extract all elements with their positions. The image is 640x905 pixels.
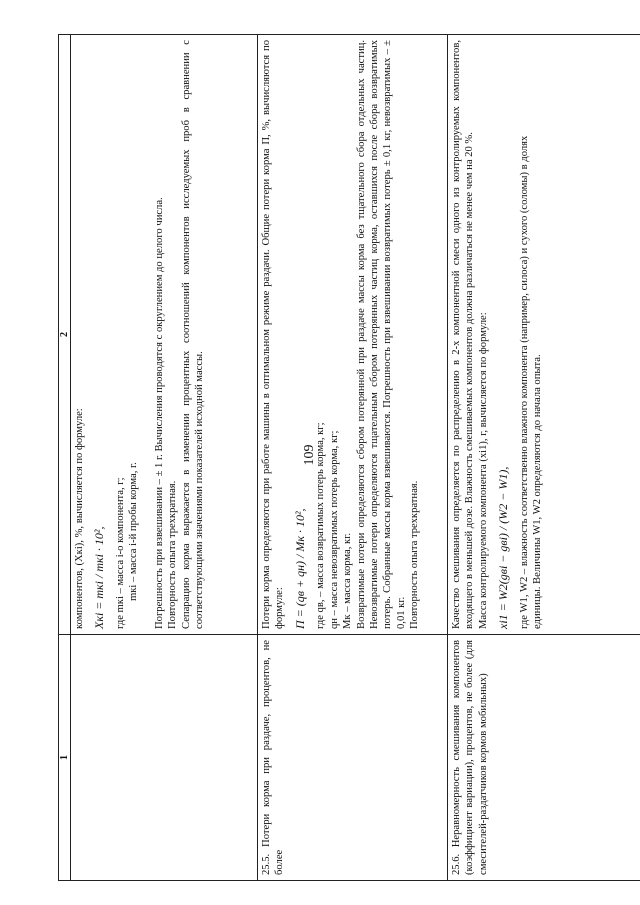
formula: xi1 = W2(gвi − gвi) / (W2 − W1),	[496, 466, 511, 629]
where-line: где qв, – масса возвратимых потерь корма, кг;	[315, 422, 327, 629]
text-line: Повторность опыта трехкратная.	[167, 480, 179, 629]
formula: П = (qв + qн) / Мк · 10²,	[292, 508, 307, 629]
indicator-cell: 25.5. Потери корма при раздаче, процентов, не более	[258, 635, 448, 881]
where-line: где mкi – масса i-о компонента, г;	[114, 477, 126, 629]
table-row	[71, 35, 258, 881]
header-col-1: 1	[59, 635, 71, 881]
header-col-2: 2	[59, 35, 71, 635]
where-line: где W1, W2 – влажность соответственно влажного компонента (например, силоса) и сухого (соломы) в долях	[518, 135, 530, 629]
indicator-cell: 25.6. Неравномерность смешивания компонентов (коэффициент вариации), процентов, не более (для смесителей-раздатчиков кормов мобильных)	[448, 635, 640, 881]
rotated-page	[58, 35, 636, 881]
method-cell	[258, 35, 448, 635]
requirements-table	[58, 34, 640, 881]
method-cell	[448, 35, 640, 635]
method-intro: компонентов, (Xкi), %, вычисляется по формуле:	[74, 408, 85, 629]
where-line: Мк – масса корма, кг.	[342, 533, 354, 629]
table-row	[258, 35, 448, 881]
text-block: Возвратимые потери определяются сбором потерянной при раздаче массы корма без тщательного сбора отдельных частиц. Невозвратимые потери определяются тщательным сбором потерянных частиц корма, оставшихся после сбора возвратимых потерь. Собранные массы корма взвешиваются. Погрешность при взвешивании возвратимых потерь ± 0,1 кг, невозвратимых – ± 0,01 кг.	[355, 40, 407, 629]
indicator-cell	[71, 635, 258, 881]
text-line: Повторность опыта трехкратная.	[409, 480, 421, 629]
table-header-row	[59, 35, 71, 881]
method-intro: Масса контролируемого компонента (xi1), г, вычисляется по формуле:	[477, 312, 489, 629]
where-line: qн – масса невозвратимых потерь корма, кг;	[328, 430, 340, 629]
page-number: 109	[302, 444, 317, 466]
method-intro: Потери корма определяются при работе машины в оптимальном режиме раздачи. Общие потери корма П, %, вычисляются по формуле:	[261, 40, 286, 629]
method-cell	[71, 35, 258, 635]
table-row	[448, 35, 640, 881]
formula: Xкi = mкi / mкi · 10²,	[92, 526, 107, 629]
text-line: Погрешность при взвешивании – ± 1 г. Вычисления проводятся с округлением до целого числа.	[153, 197, 165, 629]
where-line: единицы. Величины W1, W2 определяются до начала опыта.	[532, 354, 544, 629]
text-line: Сепарацию корма выражается в изменении процентных соотношений компонентов исследуемых проб в сравнении с соответствующими значениями показателей исходной массы.	[180, 40, 205, 629]
where-line: mкi – масса i-й пробы корма, г.	[128, 462, 140, 601]
method-intro: Качество смешивания определяется по распределению в 2-х компонентной смеси одного из контролируемых компонентов, входящего в меньшей дозе. Влажность смешиваемых компонентов должна различаться не менее чем на 20 %.	[451, 40, 476, 629]
